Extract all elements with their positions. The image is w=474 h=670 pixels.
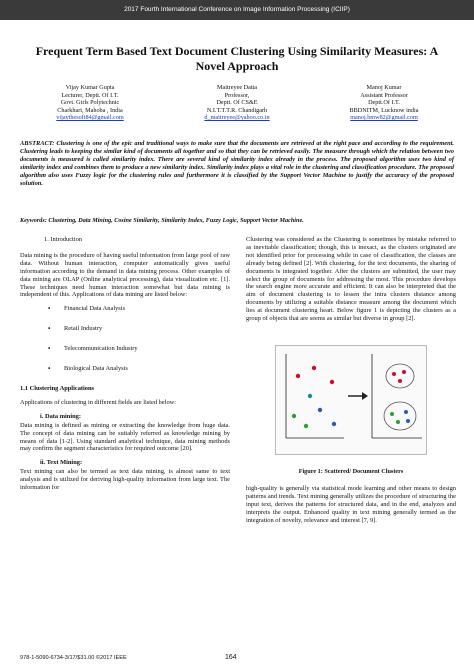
author-affiliation: Deptt.Of I.T. [368, 99, 400, 107]
cluster-diagram [276, 346, 426, 454]
scatter-point [312, 366, 316, 370]
cluster-circle [386, 364, 414, 388]
author-affiliation: BBDNITM, Lucknow india [349, 106, 419, 114]
author-3 [314, 84, 454, 122]
section-heading-clustering-applications: 1.1 Clustering Applications [20, 384, 95, 392]
author-2 [167, 84, 307, 122]
cluster-point [406, 419, 410, 423]
author-affiliation: Lecturer, Deptt. Of I.T. [61, 91, 119, 99]
scatter-point [318, 408, 322, 412]
arrow-head-icon [362, 392, 368, 400]
scatter-point [308, 394, 312, 398]
introduction-paragraph: Data mining is the procedure of having useful information from large pool of raw data. Without human interaction, computer automatically gives useful information according to the demand in data mining process. Other examples of data mining are OLAP (Online analytical processing), data visualization etc. [1]. These techniques need human interaction somewhat but data mining is independent of this. Applications of data mining are listed below: [20, 251, 230, 299]
data-mining-paragraph: Data mining is defined as mining or extracting the knowledge from huge data. The concept of data mining can be suitably referred as knowledge mining by means of data [1-2]. Using standard analytical technique, data mining methods may confirm the segment characteristics for required outcome [20]. [20, 421, 230, 453]
keywords: Keywords: Clustering, Data Mining, Cosine Similarity, Similarity Index, Fuzzy Logic, Support Vector Machine. [20, 217, 304, 224]
author-name: Manoj Kumar [366, 84, 402, 91]
cluster-point [396, 420, 400, 424]
scatter-point [296, 374, 300, 378]
right-column [246, 236, 456, 531]
author-name: Maitreyee Datta [216, 84, 258, 91]
clustering-description-paragraph: Clustering was considered as the Clustering is sometimes by mistake referred to as inevitable classification; though, this is inexact, as the clusters originated are not identified prior for processing while in case of classification, the classes are already being defined [2]. With clustering, for the text documents, the sharing of documents is integrated together. After the clusters are submitted, the user may select the group of documents for addressing the most. This procedure develops the search engine more accurate and efficient. It can also be interpreted that the aim of document clustering is to lessen the intra clusters distance among documents by utilizing a suitable distance measure among the document which lies at document clustering heart. Below figure 1 is depicting the clusters as a group of objects that are seems as similar but diverse in group [2]. [246, 236, 456, 323]
running-header: 2017 Fourth International Conference on Image Information Processing (ICIIP) [0, 0, 474, 20]
copyright-line: 978-1-5090-6734-3/17/$31.00 ©2017 IEEE [20, 655, 127, 661]
scatter-point [292, 414, 296, 418]
page-number: 164 [225, 654, 237, 661]
subheading-data-mining: i. Data mining: [40, 412, 82, 420]
bullet-icon: ▪ [48, 325, 51, 333]
abstract: ABSTRACT: Clustering is one of the epic and traditional ways to make sure that the documents are retrieved at the right pace and according to the requirement. Clustering leads to keeping the similar kind of documents all together and so that they can be retrieved easily. The measure through which the relation between two documents is measured is called similarity index. There are several kind of similarity index already in the process. The proposed algorithm uses two kind of similarity index and combines them to produce a new similarity index. Similarity index plays a vital role in the clustering and classification procedure. The proposed algorithm also uses Fuzzy logic for the clustering rules and furthermore it is classified by the Support Vector Machine to justify the accuracy of the proposed solution. [20, 140, 454, 187]
cluster-point [398, 379, 402, 383]
cluster-point [392, 372, 396, 376]
list-item: ▪ Biological Data Analysis [48, 365, 128, 373]
subheading-text-mining: ii. Text Mining: [40, 459, 83, 467]
bullet-icon: ▪ [48, 365, 51, 373]
author-affiliation: N.I.T.T.T.R. Chandigarh [206, 106, 268, 114]
author-email-link[interactable]: vijaythesoft84@gmail.com [56, 114, 124, 122]
section-heading-introduction: 1. Introduction [44, 236, 82, 243]
scatter-point [330, 380, 334, 384]
figure-caption: Figure 1: Scattered/ Document Clusters [298, 468, 404, 476]
list-item: ▪ Telecommunication Industry [48, 345, 138, 353]
author-affiliation: Charkhari, Mahoba , India [57, 106, 123, 114]
scatter-point [304, 424, 308, 428]
cluster-circle [384, 402, 416, 430]
author-affiliation: Govt. Girls Polytechnic [60, 99, 120, 107]
text-mining-paragraph: Text mining can also be termed as text data mining, is almost same to text analysis and is utilized for deriving high-quality information from large text. The information for [20, 468, 230, 492]
applications-list [20, 305, 230, 373]
list-item: ▪ Financial Data Analysis [48, 305, 126, 313]
scatter-point [332, 422, 336, 426]
cluster-point [390, 412, 394, 416]
author-affiliation: Professor, [224, 91, 250, 99]
bullet-icon: ▪ [48, 305, 51, 313]
clustering-paragraph: Applications of clustering in different fields are listed below: [20, 398, 177, 406]
cluster-point [404, 410, 408, 414]
author-block [20, 84, 454, 122]
bullet-icon: ▪ [48, 345, 51, 353]
author-affiliation: Deptt. Of CS&E [216, 99, 258, 107]
paper-title: Frequent Term Based Text Document Clustering Using Similarity Measures: A Novel Approach [35, 44, 439, 73]
author-1 [20, 84, 160, 122]
author-name: Vijay Kumar Gupta [65, 84, 115, 91]
author-email-link[interactable]: d_maitreyee@yahoo.co.in [204, 114, 270, 122]
cluster-point [402, 370, 406, 374]
author-email-link[interactable]: manoj.bmw82@gmail.com [350, 114, 418, 122]
left-column [20, 236, 230, 498]
list-item: ▪ Retail Industry [48, 325, 103, 333]
text-mining-continued-paragraph: high-quality is generally via statistical mode learning and other means to design patterns and trends. Text mining generally utilizes the procedure of structuring the input text, derives the patterns for structured data, and in the end, analyzes and interprets the output. Enhanced quality in text mining generally termed as the integration of novelty, relevance and interest [7, 9]. [246, 484, 456, 524]
author-affiliation: Assistant Professor [360, 91, 408, 99]
figure-document-clusters [275, 345, 427, 476]
